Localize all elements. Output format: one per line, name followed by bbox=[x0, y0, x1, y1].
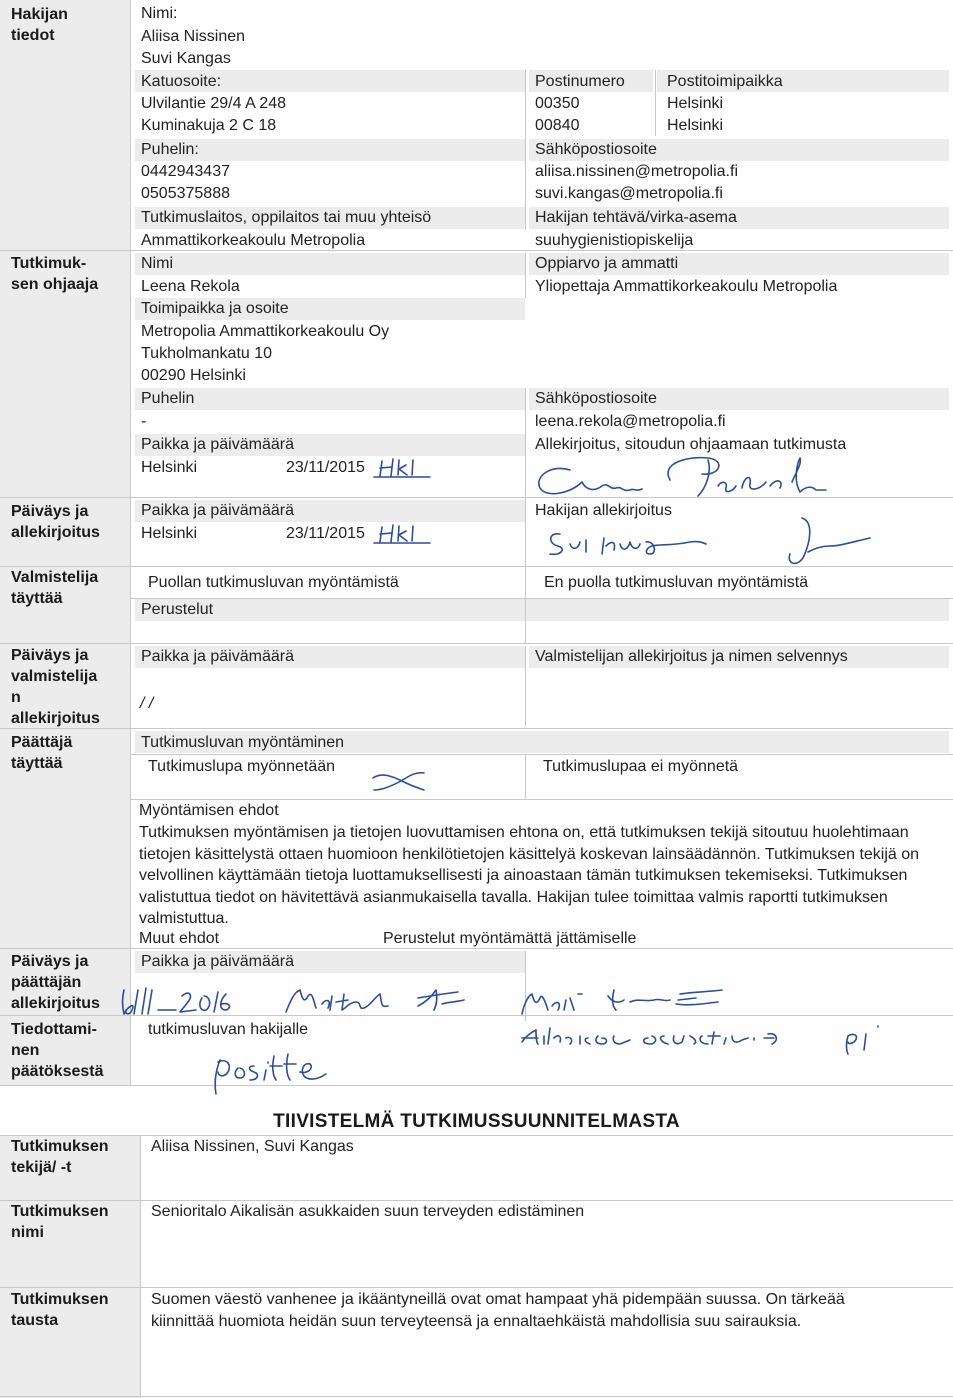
label-sahkopostiosoite: Sähköpostiosoite bbox=[535, 141, 657, 158]
applicant-institution: Ammattikorkeakoulu Metropolia bbox=[141, 232, 366, 249]
summary-label-name: Tutkimuksen nimi bbox=[11, 1203, 109, 1241]
supervisor-name: Leena Rekola bbox=[141, 278, 240, 295]
label-katuosoite: Katuosoite: bbox=[141, 73, 222, 90]
label-paikka-paivamaara: Paikka ja päivämäärä bbox=[141, 502, 294, 519]
applicant-sign-place: Helsinki bbox=[141, 525, 198, 542]
applicant-email-2: suvi.kangas@metropolia.fi bbox=[535, 185, 723, 202]
supervisor-office-1: Metropolia Ammattikorkeakoulu Oy bbox=[141, 323, 390, 340]
label-ohjaaja-nimi: Nimi bbox=[141, 255, 173, 272]
applicant-postcode-1: 00350 bbox=[535, 95, 580, 112]
label-ohjaaja-puhelin: Puhelin bbox=[141, 390, 195, 407]
section-label-paivays1: Päiväys ja allekirjoitus bbox=[11, 503, 100, 541]
label-ohjaaja-allekirjoitus: Allekirjoitus, sitoudun ohjaamaan tutkimusta bbox=[535, 436, 847, 453]
decider-date-and-signature bbox=[118, 980, 748, 1020]
preparer-date-blank: / / bbox=[140, 695, 154, 712]
supervisor-office-2: Tukholmankatu 10 bbox=[141, 345, 273, 362]
column-rule bbox=[525, 755, 526, 799]
applicant-sign-date: 23/11/2015 bbox=[286, 525, 365, 542]
supervisor-date: 23/11/2015 bbox=[286, 459, 365, 476]
summary-name: Senioritalo Aikalisän asukkaiden suun terveyden edistäminen bbox=[151, 1203, 585, 1220]
label-myontamisen-ehdot: Myöntämisen ehdot bbox=[139, 802, 279, 819]
applicant-street-2: Kuminakuja 2 C 18 bbox=[141, 117, 277, 134]
label-oppiarvo: Oppiarvo ja ammatti bbox=[535, 255, 679, 272]
conditions-text: Tutkimuksen myöntämisen ja tietojen luovuttamisen ehtona on, että tutkimuksen tekijä sitoutuu huolehtimaan tietojen käsittelystä ottaen huomioon henkilötietojen käsittelyä koskevan lainsäädännön. Tutkimuksen tekijä on velvollinen käyttämään tietoja luottamuksellisesti ja ainoastaan tämän tutkimuksen tekemiseksi. Tutkimuksen valistuttua tiedot on hävitettävä asianmukaisella tavalla. Hakijan tulee toimittaa valmis raportti tutkimuksen valmistuttua. bbox=[139, 824, 920, 927]
label-perustelut: Perustelut bbox=[141, 601, 214, 618]
label-ohjaaja-sahkoposti: Sähköpostiosoite bbox=[535, 390, 657, 407]
label-postitoimipaikka: Postitoimipaikka bbox=[667, 73, 783, 90]
label-perustelut-myontamatta: Perustelut myöntämättä jättämiselle bbox=[383, 930, 637, 947]
column-rule bbox=[130, 0, 131, 1085]
section-label-paattaja: Päättäjä täyttää bbox=[11, 734, 73, 772]
label-toimipaikka: Toimipaikka ja osoite bbox=[141, 300, 289, 317]
summary-rule bbox=[0, 1396, 953, 1397]
handwritten-place-hki-2 bbox=[372, 521, 432, 549]
option-puollan: Puollan tutkimusluvan myöntämistä bbox=[148, 574, 399, 591]
column-rule bbox=[525, 70, 526, 230]
section-label-hakija: Hakijan tiedot bbox=[11, 6, 68, 44]
label-yhteiso: Tutkimuslaitos, oppilaitos tai muu yhteisö bbox=[141, 209, 432, 226]
check-mark bbox=[370, 768, 428, 794]
applicant-phone-1: 0442943437 bbox=[141, 163, 230, 180]
section-label-paivays3: Päiväys ja päättäjän allekirjoitus bbox=[11, 953, 100, 1012]
section-label-paivays2: Päiväys ja valmistelija n allekirjoitus bbox=[11, 647, 100, 727]
supervisor-signature bbox=[530, 452, 840, 504]
label-paikka-paivamaara-3: Paikka ja päivämäärä bbox=[141, 953, 294, 970]
label-puhelin: Puhelin: bbox=[141, 141, 199, 158]
option-ei-myonneta: Tutkimuslupaa ei myönnetä bbox=[543, 758, 739, 775]
handwritten-place-hki bbox=[372, 455, 432, 483]
label-valmistelijan-allekirjoitus: Valmistelijan allekirjoitus ja nimen selvennys bbox=[535, 648, 848, 665]
column-rule bbox=[525, 646, 526, 726]
label-muut-ehdot: Muut ehdot bbox=[139, 930, 220, 947]
column-rule bbox=[525, 253, 526, 298]
summary-background: Suomen väestö vanhenee ja ikääntyneillä ovat omat hampaat yhä pidempään suussa. On tärkeää kiinnittää huomiota heidän suun terveyteensä ja ennaltaehkäistä mahdollisia suu sairauksia. bbox=[151, 1291, 845, 1330]
summary-label-authors: Tutkimuksen tekijä/ -t bbox=[11, 1138, 109, 1176]
supervisor-place: Helsinki bbox=[141, 459, 198, 476]
applicant-phone-2: 0505375888 bbox=[141, 185, 230, 202]
label-paikka-paivamaara-2: Paikka ja päivämäärä bbox=[141, 648, 294, 665]
row-rule bbox=[130, 754, 953, 755]
summary-label-background: Tutkimuksen tausta bbox=[11, 1291, 109, 1329]
handwritten-note-postitse bbox=[200, 1040, 360, 1096]
supervisor-email: leena.rekola@metropolia.fi bbox=[535, 413, 726, 430]
supervisor-phone: - bbox=[141, 413, 147, 430]
applicant-city-2: Helsinki bbox=[667, 117, 724, 134]
summary-column-rule bbox=[140, 1135, 141, 1398]
summary-title: TIIVISTELMÄ TUTKIMUSSUUNNITELMASTA bbox=[273, 1111, 680, 1132]
label-hakijan-allekirjoitus: Hakijan allekirjoitus bbox=[535, 502, 672, 519]
applicant-city-1: Helsinki bbox=[667, 95, 724, 112]
option-myonnetaan: Tutkimuslupa myönnetään bbox=[148, 758, 336, 775]
label-tehtava: Hakijan tehtävä/virka-asema bbox=[535, 209, 737, 226]
applicant-role: suuhygienistiopiskelija bbox=[535, 232, 694, 249]
summary-rule bbox=[0, 1135, 953, 1136]
label-postinumero: Postinumero bbox=[535, 73, 625, 90]
summary-authors: Aliisa Nissinen, Suvi Kangas bbox=[151, 1138, 354, 1155]
row-rule bbox=[0, 1085, 953, 1086]
applicant-signatures bbox=[540, 510, 885, 580]
row-rule bbox=[130, 598, 953, 599]
handwritten-note-right bbox=[518, 1022, 898, 1056]
label-nimi: Nimi: bbox=[141, 5, 178, 22]
section-label-valmistelija: Valmistelija täyttää bbox=[11, 569, 99, 607]
supervisor-degree: Yliopettaja Ammattikorkeakoulu Metropolia bbox=[535, 278, 838, 295]
section-label-ohjaaja: Tutkimuk- sen ohjaaja bbox=[11, 255, 99, 293]
column-rule bbox=[655, 70, 656, 136]
applicant-email-1: aliisa.nissinen@metropolia.fi bbox=[535, 163, 738, 180]
row-rule bbox=[0, 728, 953, 729]
applicant-street-1: Ulvilantie 29/4 A 248 bbox=[141, 95, 286, 112]
column-rule bbox=[525, 388, 526, 643]
label-hakijalle: tutkimusluvan hakijalle bbox=[148, 1021, 309, 1038]
section-label-tiedottaminen: Tiedottami- nen päätöksestä bbox=[11, 1021, 104, 1080]
summary-rule bbox=[0, 1287, 953, 1288]
applicant-name-1: Aliisa Nissinen bbox=[141, 28, 246, 45]
field-shade-nimi2 bbox=[135, 253, 525, 275]
option-en-puolla: En puolla tutkimusluvan myöntämistä bbox=[544, 574, 809, 591]
label-myontaminen: Tutkimusluvan myöntäminen bbox=[141, 734, 345, 751]
supervisor-office-3: 00290 Helsinki bbox=[141, 367, 246, 384]
applicant-postcode-2: 00840 bbox=[535, 117, 580, 134]
row-rule bbox=[0, 643, 953, 644]
applicant-name-2: Suvi Kangas bbox=[141, 50, 231, 67]
field-shade-perustelut bbox=[135, 599, 949, 621]
label-ohjaaja-paikka: Paikka ja päivämäärä bbox=[141, 436, 294, 453]
